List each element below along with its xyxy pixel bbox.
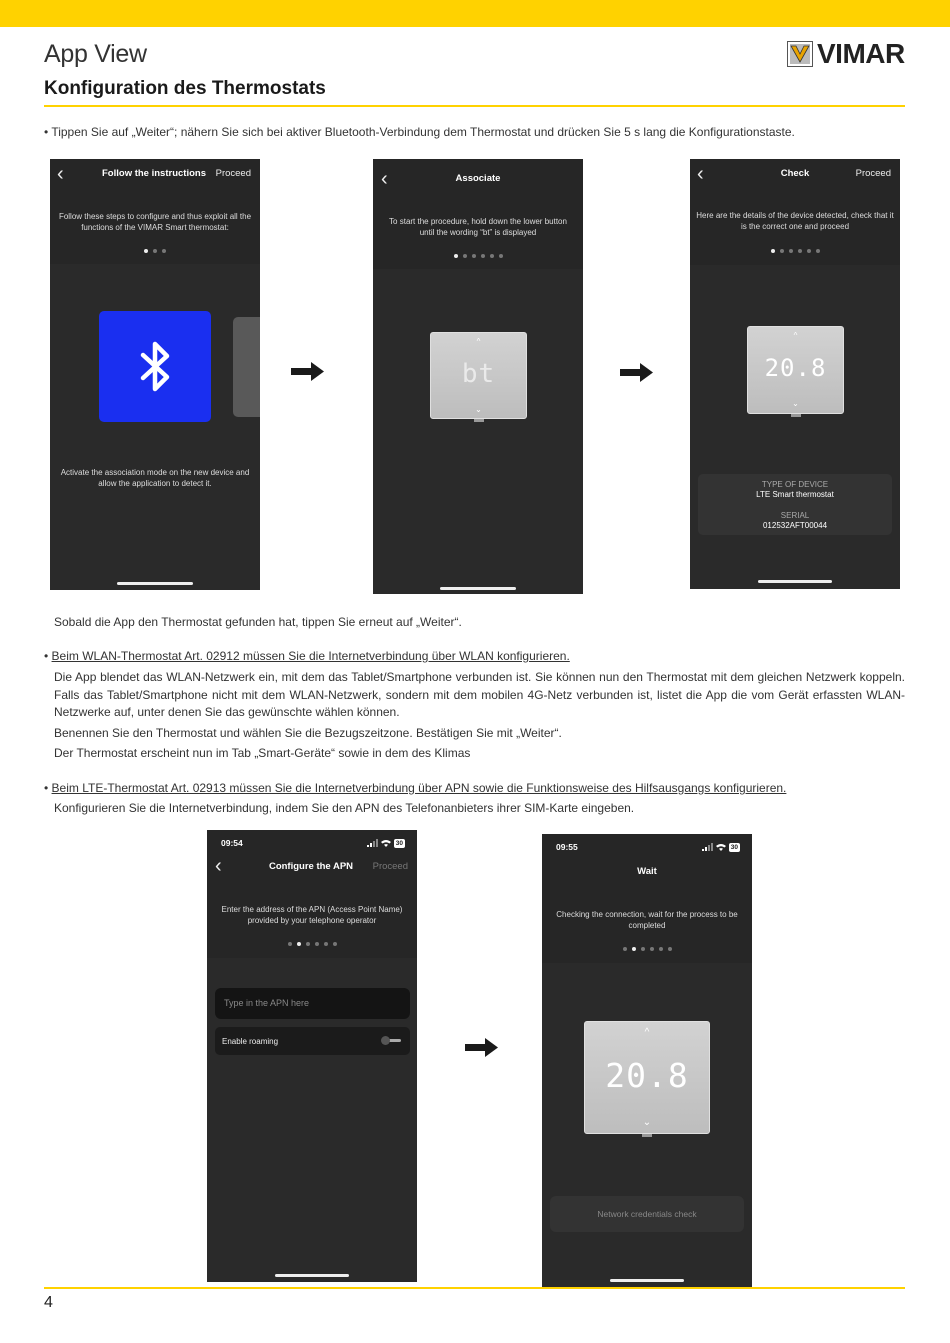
serial-value: 012532AFT00044 (762, 521, 828, 530)
arrow-right-icon (291, 362, 324, 381)
home-indicator (440, 587, 516, 590)
thermostat-display: bt (461, 359, 496, 389)
apn-placeholder: Type in the APN here (224, 998, 310, 1008)
wlan-paragraph-2: Benennen Sie den Thermostat und wählen Sie die Bezugszeitzone. Bestätigen Sie mit „Weiter“. (54, 726, 562, 740)
proceed-button[interactable]: Proceed (215, 168, 251, 179)
back-chevron-icon[interactable]: ‹ (697, 163, 704, 185)
pager-dots (690, 249, 900, 253)
wlan-heading: Beim WLAN-Thermostat Art. 02912 müssen Sie die Internetverbindung über WLAN konfigurieren. (51, 649, 570, 663)
home-indicator (275, 1274, 349, 1277)
lte-heading: Beim LTE-Thermostat Art. 02913 müssen Sie die Internetverbindung über APN sowie die Funktionsweise des Hilfsausgangs konfigurieren. (51, 781, 787, 795)
roaming-toggle[interactable] (383, 1039, 401, 1042)
device-type-value: LTE Smart thermostat (756, 490, 834, 499)
screen-header (690, 159, 900, 265)
roaming-row (215, 1027, 410, 1055)
pager-dots (542, 947, 752, 951)
thermostat-display: 20.8 (605, 1056, 689, 1095)
header-divider (44, 105, 905, 107)
screen-check (690, 159, 900, 589)
battery-icon: 30 (730, 843, 738, 851)
chevron-down-icon: ⌄ (642, 1117, 652, 1128)
screen-description: Here are the details of the device detected, check that it is the correct one and proceed (696, 211, 894, 231)
arrow-right-icon (620, 363, 653, 382)
home-indicator (758, 580, 832, 583)
bluetooth-icon (99, 311, 211, 422)
chevron-up-icon: ^ (793, 331, 798, 340)
page-header-title: App View (44, 40, 147, 68)
screen-title: Follow the instructions (102, 168, 206, 179)
screen-wait (542, 834, 752, 1287)
screen-description: To start the procedure, hold down the lower button until the wording “bt” is displayed (389, 217, 567, 237)
back-chevron-icon[interactable]: ‹ (215, 855, 222, 877)
serial-label: SERIAL (780, 511, 810, 520)
bluetooth-tile[interactable] (99, 311, 211, 422)
chevron-up-icon: ^ (476, 337, 481, 346)
status-time: 09:54 (221, 838, 243, 848)
back-chevron-icon[interactable]: ‹ (57, 163, 64, 185)
screen-header (373, 159, 583, 269)
top-accent-bar (0, 0, 950, 27)
home-indicator (610, 1279, 684, 1282)
intro-bullet: • Tippen Sie auf „Weiter“; nähern Sie sich bei aktiver Bluetooth-Verbindung dem Thermostat und drücken Sie 5 s lang die Konfigurationstaste. (44, 125, 795, 139)
thermostat-device (747, 326, 844, 414)
thermostat-device (430, 332, 527, 419)
screen-title: Wait (637, 866, 657, 877)
screen-follow-instructions (50, 159, 260, 590)
page-number: 4 (44, 1294, 53, 1311)
status-bar (221, 838, 405, 848)
next-tile-preview (233, 317, 260, 417)
screen-title: Associate (455, 173, 501, 184)
arrow-right-icon (465, 1038, 498, 1057)
device-details-card (698, 474, 892, 535)
apn-input[interactable] (215, 988, 410, 1019)
battery-icon: 30 (395, 839, 403, 847)
thermostat-device (584, 1021, 710, 1134)
after-row1-text: Sobald die App den Thermostat gefunden hat, tippen Sie erneut auf „Weiter“. (54, 615, 462, 629)
wlan-paragraph-1: Die App blendet das WLAN-Netzwerk ein, mit dem das Tablet/Smartphone verbunden ist. Sie können nun den Thermostat mit dem gleichen Netzwerk koppeln. Falls das Tablet/Smartphone nicht mit dem WLAN-Netzwerk, sondern mit dem mobilen 4G-Netz verbunden ist, listet die App die vom Gerät erfassten WLAN-Netzwerke auf, unter denen Sie das gewünschte wählen können. (54, 670, 905, 719)
wifi-icon (381, 839, 391, 847)
section-title: Konfiguration des Thermostats (44, 78, 326, 99)
screen-configure-apn (207, 830, 417, 1282)
thermostat-display: 20.8 (764, 354, 827, 382)
device-type-label: TYPE OF DEVICE (761, 480, 829, 489)
screen-description: Enter the address of the APN (Access Point Name) provided by your telephone operator (221, 905, 403, 925)
wlan-bullet: • Beim WLAN-Thermostat Art. 02912 müssen Sie die Internetverbindung über WLAN konfigurieren. (44, 649, 570, 663)
proceed-button[interactable]: Proceed (855, 168, 891, 179)
status-bar (556, 842, 740, 852)
screen-description: Checking the connection, wait for the process to be completed (556, 910, 738, 930)
status-card (550, 1196, 744, 1232)
screen-description: Follow these steps to configure and thus exploit all the functions of the VIMAR Smart thermostat: (58, 212, 252, 232)
screen-header (207, 830, 417, 958)
vimar-logo (787, 38, 905, 70)
signal-icon (367, 839, 378, 847)
wlan-paragraph-3: Der Thermostat erscheint nun im Tab „Smart-Geräte“ sowie in dem des Klimas (54, 746, 471, 760)
screen-header (542, 834, 752, 963)
screen-header (50, 159, 260, 264)
chevron-down-icon: ⌄ (475, 405, 482, 414)
chevron-up-icon: ^ (644, 1027, 650, 1038)
vimar-logo-icon (787, 41, 813, 67)
lte-bullet: • Beim LTE-Thermostat Art. 02913 müssen Sie die Internetverbindung über APN sowie die Funktionsweise des Hilfsausgangs konfigurieren. (44, 781, 787, 795)
screen-title: Configure the APN (268, 861, 354, 872)
footer-divider (44, 1287, 905, 1289)
pager-dots (50, 249, 260, 253)
back-chevron-icon[interactable]: ‹ (381, 168, 388, 190)
signal-icon (702, 843, 713, 851)
roaming-label: Enable roaming (222, 1037, 279, 1046)
screen-title: Check (780, 168, 810, 179)
status-time: 09:55 (556, 842, 578, 852)
home-indicator (117, 582, 193, 585)
screen-associate (373, 159, 583, 594)
pager-dots (207, 942, 417, 946)
lte-paragraph-1: Konfigurieren Sie die Internetverbindung, indem Sie den APN des Telefonanbieters ihrer SIM-Karte eingeben. (54, 801, 635, 815)
chevron-down-icon: ⌄ (792, 399, 799, 408)
wifi-icon (716, 843, 726, 851)
proceed-button[interactable]: Proceed (372, 861, 408, 872)
status-text: Network credentials check (597, 1209, 697, 1219)
brand-name: VIMAR (817, 38, 905, 69)
pager-dots (373, 254, 583, 258)
screen-footer-text: Activate the association mode on the new device and allow the application to detect it. (60, 468, 250, 488)
